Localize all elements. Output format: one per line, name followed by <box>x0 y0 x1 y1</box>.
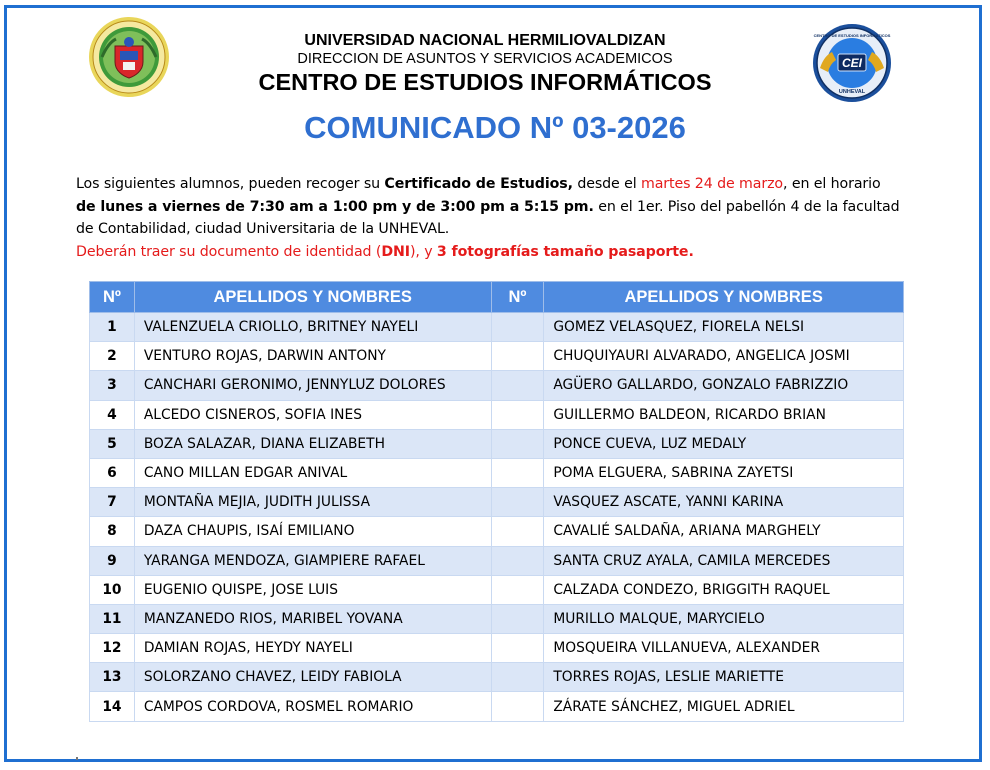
direction-name: DIRECCION DE ASUNTOS Y SERVICIOS ACADEMICOS <box>297 51 673 67</box>
table-row <box>90 575 904 604</box>
requirements-text: ), y <box>409 243 437 260</box>
dni-text: DNI <box>381 243 410 260</box>
table-row <box>90 692 904 721</box>
table-row <box>90 458 904 487</box>
table-row <box>90 634 904 663</box>
row-number: 9 <box>90 546 135 575</box>
row-number <box>491 546 544 575</box>
row-number: 4 <box>90 400 135 429</box>
row-number <box>491 400 544 429</box>
body-text: , en el horario <box>783 176 881 192</box>
cei-logo-text: CEI <box>841 56 863 70</box>
student-name: BOZA SALAZAR, DIANA ELIZABETH <box>134 429 491 458</box>
center-name: CENTRO DE ESTUDIOS INFORMÁTICOS <box>258 69 712 95</box>
student-name: ALCEDO CISNEROS, SOFIA INES <box>134 400 491 429</box>
student-name: MANZANEDO RIOS, MARIBEL YOVANA <box>134 604 491 633</box>
schedule-text: de lunes a viernes de 7:30 am a 1:00 pm y de 3:00 pm a 5:15 pm. <box>76 198 594 215</box>
student-name: TORRES ROJAS, LESLIE MARIETTE <box>544 663 904 692</box>
student-name: VASQUEZ ASCATE, YANNI KARINA <box>544 488 904 517</box>
student-name: PONCE CUEVA, LUZ MEDALY <box>544 429 904 458</box>
row-number: 8 <box>90 517 135 546</box>
row-number <box>491 371 544 400</box>
row-number: 3 <box>90 371 135 400</box>
cei-logo-bottom-text: UNHEVAL <box>838 89 866 95</box>
table-row <box>90 663 904 692</box>
row-number <box>491 488 544 517</box>
table-row <box>90 488 904 517</box>
row-number: 12 <box>90 634 135 663</box>
row-number <box>491 342 544 371</box>
student-name: POMA ELGUERA, SABRINA ZAYETSI <box>544 458 904 487</box>
page-title: COMUNICADO Nº 03-2026 <box>304 110 686 145</box>
announcement-body <box>76 173 936 263</box>
row-number <box>491 663 544 692</box>
table-row <box>90 429 904 458</box>
row-number: 6 <box>90 458 135 487</box>
student-name: CAMPOS CORDOVA, ROSMEL ROMARIO <box>134 692 491 721</box>
row-number <box>491 692 544 721</box>
table-row <box>90 342 904 371</box>
table-row <box>90 313 904 342</box>
student-name: VENTURO ROJAS, DARWIN ANTONY <box>134 342 491 371</box>
row-number: 11 <box>90 604 135 633</box>
students-table <box>89 281 904 722</box>
row-number <box>491 575 544 604</box>
table-row <box>90 604 904 633</box>
column-header-number: Nº <box>491 282 544 313</box>
table-row <box>90 371 904 400</box>
table-row <box>90 546 904 575</box>
body-text: de Contabilidad, ciudad Universitaria de la UNHEVAL. <box>76 221 450 237</box>
student-name: MURILLO MALQUE, MARYCIELO <box>544 604 904 633</box>
row-number: 14 <box>90 692 135 721</box>
date-highlight: martes 24 de marzo <box>640 176 783 192</box>
row-number <box>491 604 544 633</box>
student-name: GOMEZ VELASQUEZ, FIORELA NELSI <box>544 313 904 342</box>
student-name: ZÁRATE SÁNCHEZ, MIGUEL ADRIEL <box>544 692 904 721</box>
university-name: UNIVERSIDAD NACIONAL HERMILIOVALDIZAN <box>304 32 666 49</box>
row-number <box>491 429 544 458</box>
student-name: AGÜERO GALLARDO, GONZALO FABRIZZIO <box>544 371 904 400</box>
table-row <box>90 400 904 429</box>
body-text: Los siguientes alumnos, pueden recoger su <box>76 176 385 192</box>
row-number: 1 <box>90 313 135 342</box>
student-name: VALENZUELA CRIOLLO, BRITNEY NAYELI <box>134 313 491 342</box>
student-name: DAMIAN ROJAS, HEYDY NAYELI <box>134 634 491 663</box>
row-number: 13 <box>90 663 135 692</box>
student-name: EUGENIO QUISPE, JOSE LUIS <box>134 575 491 604</box>
row-number <box>491 634 544 663</box>
student-name: CANCHARI GERONIMO, JENNYLUZ DOLORES <box>134 371 491 400</box>
row-number <box>491 517 544 546</box>
row-number: 5 <box>90 429 135 458</box>
row-number <box>491 458 544 487</box>
body-text: desde el <box>572 176 641 192</box>
row-number: 2 <box>90 342 135 371</box>
student-name: MONTAÑA MEJIA, JUDITH JULISSA <box>134 488 491 517</box>
student-name: CHUQUIYAURI ALVARADO, ANGELICA JOSMI <box>544 342 904 371</box>
student-name: YARANGA MENDOZA, GIAMPIERE RAFAEL <box>134 546 491 575</box>
cei-logo-top-text: CENTRO DE ESTUDIOS INFORMATICOS <box>813 33 891 38</box>
row-number: 7 <box>90 488 135 517</box>
requirements-text: Deberán traer su documento de identidad ( <box>76 243 382 260</box>
table-header-row <box>90 282 904 313</box>
body-text: en el 1er. Piso del pabellón 4 de la facultad <box>593 198 900 215</box>
column-header-names: APELLIDOS Y NOMBRES <box>134 282 491 313</box>
certificate-text: Certificado de Estudios, <box>384 176 573 192</box>
student-name: GUILLERMO BALDEON, RICARDO BRIAN <box>544 400 904 429</box>
column-header-names: APELLIDOS Y NOMBRES <box>544 282 904 313</box>
student-name: DAZA CHAUPIS, ISAÍ EMILIANO <box>134 517 491 546</box>
column-header-number: Nº <box>90 282 135 313</box>
row-number: 10 <box>90 575 135 604</box>
student-name: SANTA CRUZ AYALA, CAMILA MERCEDES <box>544 546 904 575</box>
student-name: CALZADA CONDEZO, BRIGGITH RAQUEL <box>544 575 904 604</box>
student-name: CANO MILLAN EDGAR ANIVAL <box>134 458 491 487</box>
row-number <box>491 313 544 342</box>
student-name: CAVALIÉ SALDAÑA, ARIANA MARGHELY <box>544 517 904 546</box>
photos-text: 3 fotografías tamaño pasaporte. <box>436 243 694 260</box>
page-mark <box>76 757 78 760</box>
table-row <box>90 517 904 546</box>
student-name: SOLORZANO CHAVEZ, LEIDY FABIOLA <box>134 663 491 692</box>
student-name: MOSQUEIRA VILLANUEVA, ALEXANDER <box>544 634 904 663</box>
